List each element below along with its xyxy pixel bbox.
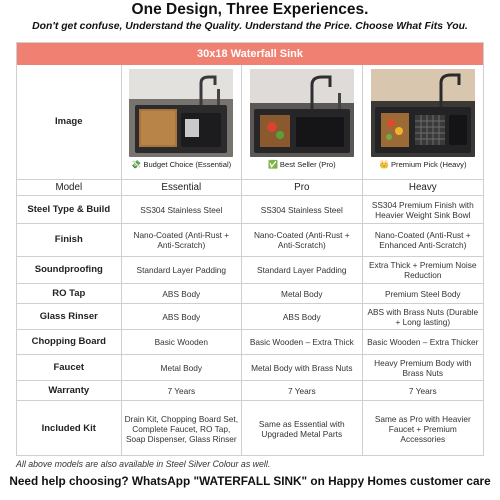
cell-pro: Basic Wooden – Extra Thick bbox=[241, 330, 361, 354]
table-row bbox=[17, 223, 483, 256]
product-caption-essential bbox=[131, 160, 231, 170]
table-row bbox=[17, 195, 483, 223]
header-model: Model bbox=[55, 181, 83, 193]
product-image-cell-pro bbox=[241, 65, 361, 179]
sink-photo-pro bbox=[250, 69, 354, 157]
product-image-cell-essential bbox=[121, 65, 241, 179]
row-label: Chopping Board bbox=[31, 336, 106, 347]
check-mark-icon: ✅ bbox=[267, 160, 278, 169]
cell-heavy: Heavy Premium Body with Brass Nuts bbox=[362, 355, 483, 380]
caption-text: Premium Pick (Heavy) bbox=[390, 160, 467, 169]
table-row bbox=[17, 380, 483, 400]
money-bag-icon: 💸 bbox=[131, 160, 142, 169]
cell-pro: Same as Essential with Upgraded Metal Parts bbox=[241, 401, 361, 456]
sink-photo-heavy bbox=[371, 69, 475, 157]
page-title: One Design, Three Experiences. bbox=[131, 1, 369, 18]
image-row bbox=[17, 65, 483, 179]
cell-essential: Basic Wooden bbox=[121, 330, 241, 354]
cell-heavy: 7 Years bbox=[362, 381, 483, 400]
row-label: Steel Type & Build bbox=[27, 203, 111, 215]
product-image-cell-heavy bbox=[362, 65, 483, 179]
cell-essential: Metal Body bbox=[121, 355, 241, 380]
table-row bbox=[17, 303, 483, 329]
row-label: RO Tap bbox=[52, 287, 86, 299]
page-subtitle: Don't get confuse, Understand the Quality. Understand the Price. Choose What Fits You. bbox=[32, 21, 468, 32]
row-label: Finish bbox=[54, 234, 83, 245]
cell-heavy: Nano-Coated (Anti-Rust + Enhanced Anti-Scratch) bbox=[362, 224, 483, 256]
caption-text: Budget Choice (Essential) bbox=[143, 160, 232, 169]
table-banner: 30x18 Waterfall Sink bbox=[17, 43, 483, 65]
product-caption-heavy bbox=[379, 160, 467, 170]
cell-essential: Drain Kit, Chopping Board Set, Complete Faucet, RO Tap, Soap Dispenser, Glass Rinser bbox=[121, 401, 241, 456]
row-label: Included Kit bbox=[41, 422, 96, 434]
whatsapp-cta: Need help choosing? WhatsApp "WATERFALL SINK" on Happy Homes customer care bbox=[9, 474, 491, 488]
comparison-table bbox=[16, 42, 484, 456]
table-row bbox=[17, 400, 483, 456]
cell-heavy: Extra Thick + Premium Noise Reduction bbox=[362, 257, 483, 283]
cell-heavy: Same as Pro with Heavier Faucet + Premium Accessories bbox=[362, 401, 483, 456]
cell-heavy: ABS with Brass Nuts (Durable + Long lasting) bbox=[362, 304, 483, 329]
header-essential: Essential bbox=[121, 180, 241, 195]
cell-pro: 7 Years bbox=[241, 381, 361, 400]
table-row bbox=[17, 354, 483, 380]
cell-pro: SS304 Stainless Steel bbox=[241, 196, 361, 223]
header-pro: Pro bbox=[241, 180, 361, 195]
cell-essential: 7 Years bbox=[121, 381, 241, 400]
cell-heavy: Premium Steel Body bbox=[362, 284, 483, 303]
row-label: Faucet bbox=[53, 361, 85, 373]
product-caption-pro bbox=[268, 160, 336, 170]
row-label: Soundproofing bbox=[34, 264, 103, 275]
table-row bbox=[17, 283, 483, 303]
sink-photo-essential bbox=[129, 69, 233, 157]
cell-essential: ABS Body bbox=[121, 284, 241, 303]
row-label: Glass Rinser bbox=[39, 310, 98, 322]
cell-essential: SS304 Stainless Steel bbox=[121, 196, 241, 223]
cell-pro: Metal Body bbox=[241, 284, 361, 303]
cell-pro: Nano-Coated (Anti-Rust + Anti-Scratch) bbox=[241, 224, 361, 256]
table-row bbox=[17, 329, 483, 354]
cell-pro: Standard Layer Padding bbox=[241, 257, 361, 283]
footnote: All above models are also available in Steel Silver Colour as well. bbox=[16, 459, 271, 469]
table-row bbox=[17, 256, 483, 283]
row-label: Image bbox=[55, 116, 83, 127]
header-heavy: Heavy bbox=[362, 180, 483, 195]
row-label: Warranty bbox=[48, 384, 90, 396]
cell-essential: Standard Layer Padding bbox=[121, 257, 241, 283]
caption-text: Best Seller (Pro) bbox=[279, 160, 336, 169]
cell-heavy: SS304 Premium Finish with Heavier Weight Sink Bowl bbox=[362, 196, 483, 223]
cell-pro: Metal Body with Brass Nuts bbox=[241, 355, 361, 380]
table-header-row bbox=[17, 179, 483, 195]
cell-essential: Nano-Coated (Anti-Rust + Anti-Scratch) bbox=[121, 224, 241, 256]
crown-icon: 👑 bbox=[379, 160, 389, 169]
cell-pro: ABS Body bbox=[241, 304, 361, 329]
cell-heavy: Basic Wooden – Extra Thicker bbox=[362, 330, 483, 354]
cell-essential: ABS Body bbox=[121, 304, 241, 329]
